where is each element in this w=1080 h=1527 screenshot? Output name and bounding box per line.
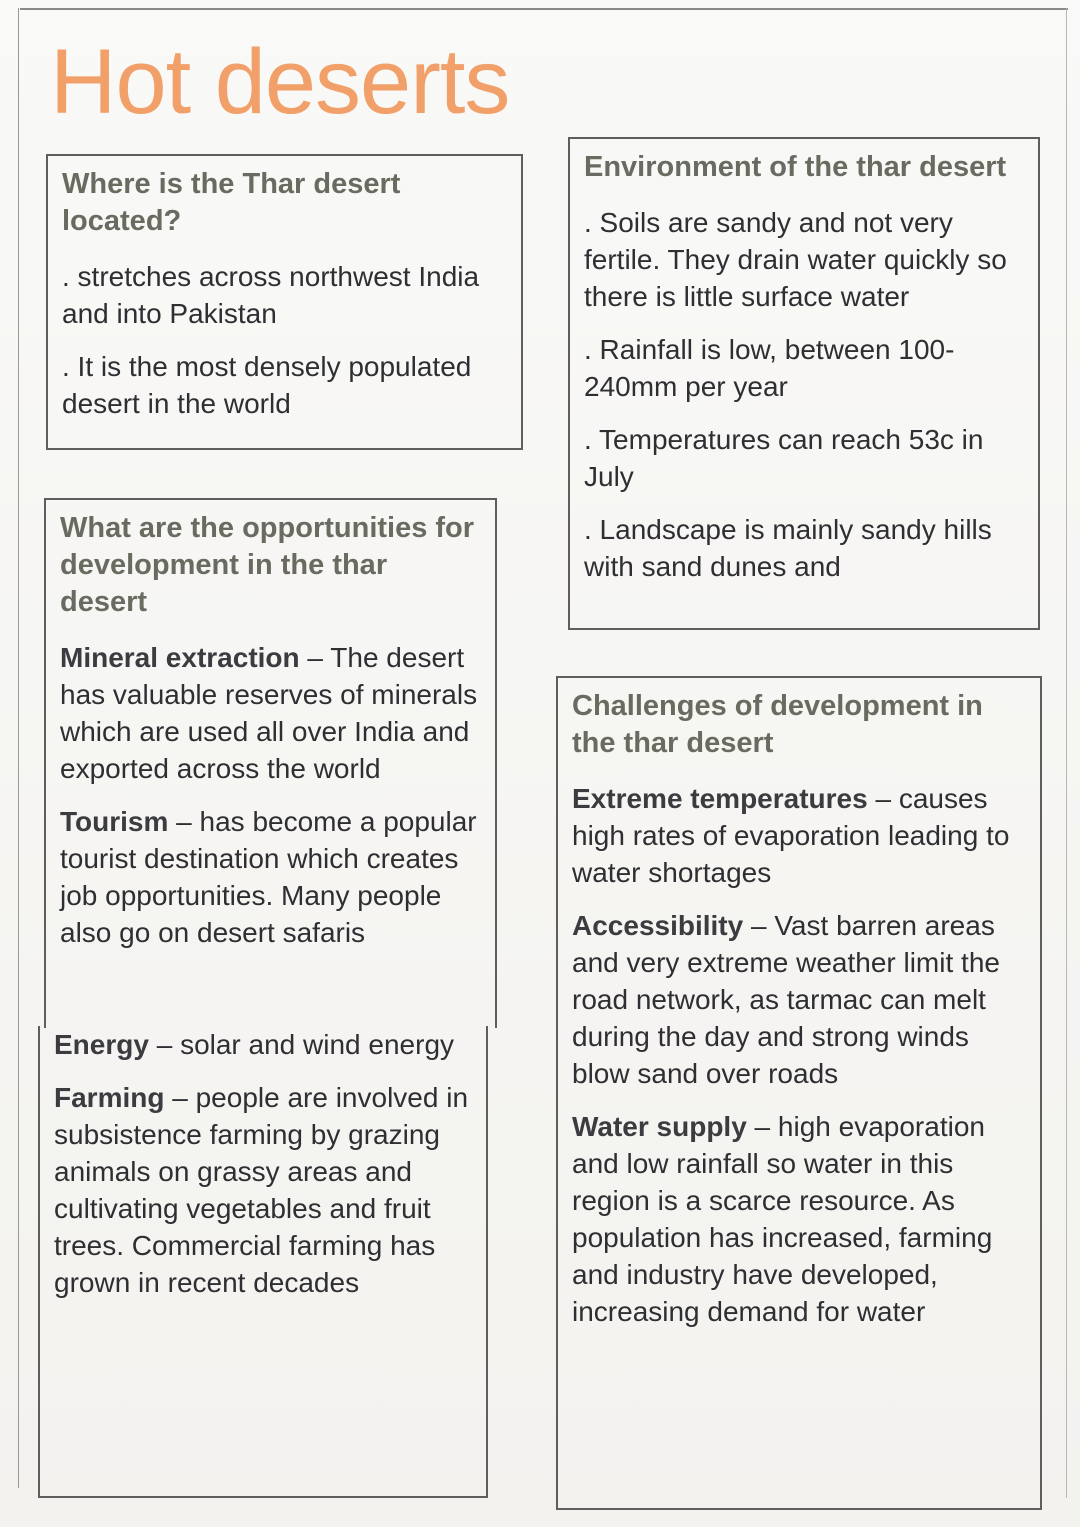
opportunity-term: Energy (54, 1029, 149, 1060)
sheet-edge (20, 8, 1068, 10)
page-title: Hot deserts (50, 31, 510, 133)
challenge-text: – high evaporation and low rainfall so water in this region is a scarce resource. As population has increased, farming and industry have developed, increasing demand for water (572, 1111, 993, 1327)
opportunity-item (60, 803, 481, 951)
challenge-item (572, 780, 1026, 891)
challenges-heading: Challenges of development in the thar desert (572, 690, 983, 759)
challenge-text: – causes high rates of evaporation leading to water shortages (572, 783, 1010, 888)
challenge-term: Accessibility (572, 910, 744, 941)
challenges-box (556, 676, 1042, 1510)
opportunity-item (60, 639, 481, 787)
location-point: . stretches across northwest India and into Pakistan (62, 261, 480, 329)
location-point: . It is the most densely populated desert in the world (62, 351, 472, 419)
challenge-item (572, 907, 1026, 1092)
location-heading: Where is the Thar desert located? (62, 168, 401, 237)
opportunity-term: Tourism (60, 806, 169, 837)
challenge-term: Water supply (572, 1111, 747, 1142)
environment-point: . Landscape is mainly sandy hills with sand dunes and (584, 514, 992, 582)
opportunity-text: – has become a popular tourist destination which creates job opportunities. Many people also go on desert safaris (60, 806, 477, 948)
opportunities-heading: What are the opportunities for development in the thar desert (60, 512, 475, 618)
opportunity-text: – people are involved in subsistence farming by grazing animals on grassy areas and cultivating vegetables and fruit trees. Commercial farming has grown in recent decades (54, 1082, 469, 1298)
location-box (46, 154, 523, 450)
opportunities-box (44, 498, 497, 1028)
environment-point: . Soils are sandy and not very fertile. They drain water quickly so there is little surface water (584, 207, 1007, 312)
environment-box (568, 137, 1040, 630)
challenge-item (572, 1108, 1026, 1330)
opportunity-term: Mineral extraction (60, 642, 300, 673)
opportunity-item (54, 1026, 472, 1063)
opportunity-term: Farming (54, 1082, 165, 1113)
environment-point: . Rainfall is low, between 100-240mm per year (584, 334, 955, 402)
opportunity-item (54, 1079, 472, 1301)
environment-point: . Temperatures can reach 53c in July (584, 424, 984, 492)
opportunity-text: – solar and wind energy (148, 1029, 455, 1060)
opportunities-box-continued (38, 1026, 488, 1498)
sheet-edge (1066, 8, 1067, 1498)
challenge-term: Extreme temperatures (572, 783, 868, 814)
environment-heading: Environment of the thar desert (584, 151, 1007, 183)
opportunity-text: – The desert has valuable reserves of minerals which are used all over India and exported across the world (60, 642, 478, 784)
challenge-text: – Vast barren areas and very extreme weather limit the road network, as tarmac can melt during the day and strong winds blow sand over roads (572, 910, 1000, 1089)
sheet-edge (18, 8, 19, 1488)
